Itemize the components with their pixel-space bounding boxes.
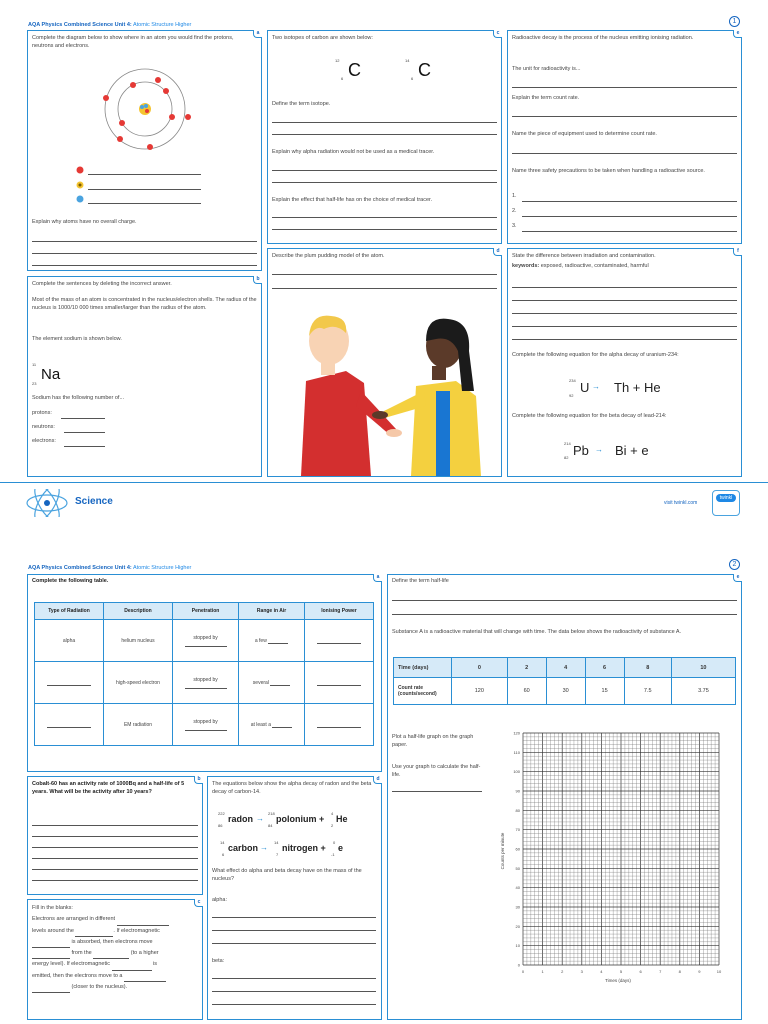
mass-number: 218 [268, 811, 275, 816]
table-header: Penetration [172, 603, 238, 620]
pen-text: stopped by [193, 634, 218, 641]
panel-2b [27, 776, 203, 895]
electron [119, 120, 125, 126]
question-text: Complete the sentences by deleting the incorrect answer. [32, 281, 172, 287]
element-symbol: Na [41, 366, 61, 383]
electron [130, 82, 136, 88]
x-tick-label: 2 [561, 969, 564, 974]
panel-1a [27, 30, 262, 271]
header-unit: AQA Physics Combined Science Unit 4: [28, 565, 132, 571]
table-row [35, 620, 374, 662]
table-header: Description [104, 603, 173, 620]
desc-cell: helium nucleus [104, 620, 173, 662]
x-tick-label: 10 [716, 969, 722, 974]
row-label: Time (days) [394, 658, 452, 678]
question-text: Complete the following table. [32, 578, 109, 584]
sentence-text: Most of the mass of an atom is concentrated in the nucleus/electron shells. The radius of the nucleus is 1000/10 000 times smaller/larger than the radius of the atom. [32, 297, 257, 311]
y-tick-label: 10 [515, 943, 520, 949]
mass-number: 214 [564, 441, 571, 446]
atomic-number: 6 [222, 852, 225, 857]
answer-blank[interactable] [47, 723, 91, 728]
time-cell: 10 [671, 658, 735, 678]
beta-label: beta: [212, 958, 225, 964]
atomic-number: 82 [564, 455, 569, 460]
atom-diagram [98, 67, 193, 152]
fill-text: (to a higher [130, 950, 159, 957]
y-tick-label: 120 [513, 730, 520, 736]
panel-tag: e [733, 574, 742, 582]
fill-text: energy level). If electromagnetic [32, 961, 110, 968]
header-topic: Atomic Structure Higher [132, 565, 192, 571]
answer-blank[interactable] [185, 726, 227, 731]
time-cell: 4 [546, 658, 585, 678]
arrow-icon: → [592, 382, 600, 391]
badge-text: twinkl [716, 494, 736, 502]
answer-blank[interactable] [124, 977, 166, 982]
alpha-products: Th + He [614, 380, 661, 395]
x-ticks [522, 969, 722, 974]
question-text: Explain the effect that half-life has on the choice of medical tracer. [272, 197, 433, 203]
fill-text: . If electromagnetic [113, 927, 160, 934]
electrons-label: electrons: [32, 438, 56, 444]
beta-parent: Pb [573, 443, 589, 458]
count-cell: 120 [452, 678, 508, 705]
twinkl-badge-icon [712, 490, 740, 516]
answer-blank[interactable] [317, 639, 361, 644]
pen-text: stopped by [193, 676, 218, 683]
electron [103, 95, 109, 101]
data-intro: Substance A is a radioactive material that will change with time. The data below shows the radioactivity of substance A. [392, 629, 682, 635]
y-tick-label: 60 [515, 846, 520, 852]
page-number-2: 2 [729, 559, 740, 570]
panel-tag: c [493, 30, 502, 38]
page-number-1: 1 [729, 16, 740, 27]
row-label: Count rate (counts/second) [394, 678, 452, 705]
grid-lines [523, 733, 719, 965]
answer-blank[interactable] [112, 966, 152, 971]
atomic-number: 86 [218, 823, 223, 828]
alpha-parent: U [580, 380, 590, 395]
answer-blank[interactable] [32, 988, 70, 993]
question-text: Explain the term count rate. [512, 95, 580, 101]
y-tick-label: 110 [513, 749, 520, 755]
fill-text: is absorbed, then electrons move [71, 938, 153, 945]
ion-cell [304, 704, 373, 746]
answer-blank[interactable] [317, 723, 361, 728]
isotope-atomic: 6 [411, 76, 414, 81]
question-text: Complete the following equation for the beta decay of lead-214: [512, 413, 667, 419]
keywords: exposed, radioactive, contaminated, harmful [540, 263, 649, 269]
footer-rule [0, 482, 768, 483]
panel-tag: d [493, 248, 502, 256]
time-cell: 6 [585, 658, 624, 678]
panel-tag: c [194, 899, 203, 907]
table-row [35, 662, 374, 704]
panel-tag: d [373, 776, 382, 784]
fill-text: emitted, then the electrons move to a [32, 972, 123, 979]
answer-blank[interactable] [32, 954, 70, 959]
x-tick-label: 5 [619, 969, 623, 974]
footer-url[interactable]: visit twinkl.com [664, 500, 698, 506]
list-number: 3. [512, 223, 517, 229]
electron [117, 136, 123, 142]
question-text: Explain why alpha radiation would not be used as a medical tracer. [272, 149, 435, 155]
radiation-table [34, 602, 374, 746]
question-text: The equations below show the alpha decay of radon and the beta decay of carbon-14. [212, 781, 372, 795]
question-text: Name the piece of equipment used to determine count rate. [512, 131, 657, 137]
answer-blank[interactable] [117, 921, 169, 926]
answer-blank[interactable] [270, 681, 290, 686]
use-instruction: Use your graph to calculate the half-life. [392, 764, 481, 778]
panel-tag: b [194, 776, 203, 784]
page2-header [28, 565, 191, 571]
x-tick-label: 6 [639, 969, 642, 974]
x-tick-label: 3 [580, 969, 583, 974]
count-cell: 60 [507, 678, 546, 705]
x-tick-label: 9 [698, 969, 701, 974]
atomic-number: 2 [331, 823, 334, 828]
time-cell: 8 [624, 658, 671, 678]
isotope-atomic: 6 [341, 76, 344, 81]
count-cell: 7.5 [624, 678, 671, 705]
answer-blank[interactable] [317, 681, 361, 686]
keywords-label: keywords: [512, 263, 540, 269]
time-cell: 2 [507, 658, 546, 678]
list-number: 1. [512, 193, 517, 199]
mass-number: 222 [218, 811, 225, 816]
mass-number: 4 [331, 811, 334, 816]
footer-brand: Science [75, 496, 113, 507]
panel-1c [267, 30, 502, 244]
mass-number: 23 [32, 381, 37, 386]
fill-text: (closer to the nucleus). [71, 983, 128, 990]
panel-2e [387, 574, 742, 1020]
arrow-icon: → [256, 814, 264, 823]
eq-electron: e [338, 843, 344, 853]
eq-radon: radon [228, 814, 254, 824]
neutrons-label: neutrons: [32, 424, 55, 430]
y-tick-label: 80 [515, 807, 520, 813]
count-cell: 15 [585, 678, 624, 705]
question-text: Describe the plum pudding model of the atom. [272, 253, 385, 259]
desc-cell: high-speed electron [104, 662, 173, 704]
mass-number: 234 [569, 378, 576, 383]
isotope-mass: 12 [335, 58, 340, 63]
science-logo-icon [24, 489, 70, 517]
ion-cell [304, 620, 373, 662]
mass-number: 0 [333, 840, 336, 845]
page1-header [28, 22, 191, 28]
atomic-number: 11 [32, 362, 37, 367]
answer-blank[interactable] [93, 954, 129, 959]
panel-2d [207, 776, 382, 1020]
list-number: 2. [512, 208, 517, 214]
y-tick-label: 70 [515, 827, 520, 833]
question-text: Complete the diagram below to show where in an atom you would find the protons, neutrons and electrons. [32, 35, 234, 49]
element-intro: The element sodium is shown below. [32, 336, 122, 342]
range-text: at least a [250, 721, 271, 728]
question-text: Name three safety precautions to be taken when handling a radioactive source. [512, 168, 705, 174]
beta-products: Bi + e [615, 443, 649, 458]
question-text: Define the term half-life [392, 578, 449, 584]
isotope-symbol: C [418, 60, 431, 80]
panel-2c [27, 899, 203, 1020]
type-cell [35, 704, 104, 746]
arrow-icon: → [595, 445, 603, 454]
x-tick-label: 7 [659, 969, 662, 974]
x-tick-label: 4 [600, 969, 603, 974]
alpha-label: alpha: [212, 897, 227, 903]
electron [185, 114, 191, 120]
decay-data-table [393, 657, 736, 705]
pen-cell [172, 620, 238, 662]
fill-intro: Fill in the blanks: [32, 905, 73, 911]
isotope-symbol: C [348, 60, 361, 80]
desc-cell: EM radiation [104, 704, 173, 746]
particle-key [75, 165, 85, 205]
range-text: several [252, 679, 269, 686]
panel-1b [27, 276, 262, 477]
y-tick-label: 40 [515, 885, 520, 891]
question-text: The unit for radioactivity is... [512, 66, 581, 72]
question-text: Complete the following equation for the alpha decay of uranium-234: [512, 352, 679, 358]
question-text: Two isotopes of carbon are shown below: [272, 35, 373, 41]
y-ticks [513, 731, 520, 968]
panel-1f [507, 248, 742, 477]
eq-carbon: carbon [228, 843, 259, 853]
panel-tag: a [373, 574, 382, 582]
mass-number: 14 [274, 840, 279, 845]
electron [163, 88, 169, 94]
panel-2a [27, 574, 382, 772]
atomic-number: 84 [268, 823, 273, 828]
atomic-number: 7 [276, 852, 279, 857]
y-tick-label: 30 [515, 904, 520, 910]
panel-1e [507, 30, 742, 244]
fill-text: is [153, 961, 158, 968]
answer-blank[interactable] [32, 943, 70, 948]
x-axis-label: Times (days) [605, 978, 631, 983]
header-unit: AQA Physics Combined Science Unit 4: [28, 22, 132, 28]
range-cell [239, 662, 305, 704]
y-tick-label: 20 [515, 923, 520, 929]
fill-text: Electrons are arranged in different [32, 916, 116, 923]
header-topic: Atomic Structure Higher [132, 22, 192, 28]
count-cell: 3.75 [671, 678, 735, 705]
y-axis-label: Counts per minute [500, 832, 505, 870]
y-tick-label: 90 [515, 788, 520, 794]
pen-cell [172, 662, 238, 704]
table-header: Type of Radiation [35, 603, 104, 620]
arrow-icon: → [260, 843, 268, 852]
eq-polonium: polonium + [276, 814, 325, 824]
count-intro: Sodium has the following number of... [32, 395, 125, 401]
y-tick-label: 0 [517, 962, 520, 968]
x-tick-label: 8 [678, 969, 681, 974]
question-text: State the difference between irradiation and contamination. [512, 253, 656, 259]
question-text: Cobalt-60 has an activity rate of 1000Bq and a half-life of 5 years. What will be the activity after 10 years? [32, 781, 185, 795]
fill-blanks-text [32, 903, 200, 993]
answer-blank[interactable] [272, 723, 292, 728]
range-text: a few [254, 637, 267, 644]
electron [147, 144, 153, 150]
question-text: Radioactive decay is the process of the nucleus emitting ionising radiation. [512, 35, 694, 41]
panel-tag: f [733, 248, 742, 256]
isotope-mass: 14 [405, 58, 410, 63]
question-text: Explain why atoms have no overall charge. [32, 219, 137, 225]
atomic-number: 92 [569, 393, 574, 398]
question-text: What effect do alpha and beta decay have on the mass of the nucleus? [212, 868, 362, 882]
answer-blank[interactable] [185, 684, 227, 689]
electron [169, 114, 175, 120]
type-cell [35, 662, 104, 704]
illustration-two-scientists [286, 311, 486, 476]
range-cell [239, 704, 305, 746]
answer-blank[interactable] [75, 932, 113, 937]
x-tick-label: 0 [521, 969, 525, 974]
answer-blank[interactable] [185, 642, 227, 647]
range-cell [239, 620, 305, 662]
y-tick-label: 100 [513, 769, 520, 775]
keywords-line [512, 263, 737, 271]
fill-text: levels around the [32, 927, 74, 934]
fill-text: from the [71, 950, 92, 957]
electron [155, 77, 161, 83]
eq-helium: He [336, 814, 348, 824]
panel-tag: a [253, 30, 262, 38]
type-cell: alpha [35, 620, 104, 662]
panel-tag: e [733, 30, 742, 38]
count-cell: 30 [546, 678, 585, 705]
eq-nitrogen: nitrogen + [282, 843, 326, 853]
ion-cell [304, 662, 373, 704]
pen-text: stopped by [193, 718, 218, 725]
time-cell: 0 [452, 658, 508, 678]
table-row [35, 704, 374, 746]
plot-instruction: Plot a half-life graph on the graph paper. [392, 734, 474, 748]
answer-blank[interactable] [47, 681, 91, 686]
table-header: Ionising Power [304, 603, 373, 620]
mass-number: 14 [220, 840, 225, 845]
y-tick-label: 50 [515, 865, 520, 871]
answer-blank[interactable] [268, 639, 288, 644]
panel-tag: b [253, 276, 262, 284]
pen-cell [172, 704, 238, 746]
table-header: Range in Air [239, 603, 305, 620]
atomic-number: -1 [331, 852, 335, 857]
protons-label: protons: [32, 410, 52, 416]
graph-paper[interactable] [496, 729, 734, 999]
panel-1d [267, 248, 502, 477]
question-text: Define the term isotope. [272, 101, 331, 107]
x-tick-label: 1 [541, 969, 544, 974]
